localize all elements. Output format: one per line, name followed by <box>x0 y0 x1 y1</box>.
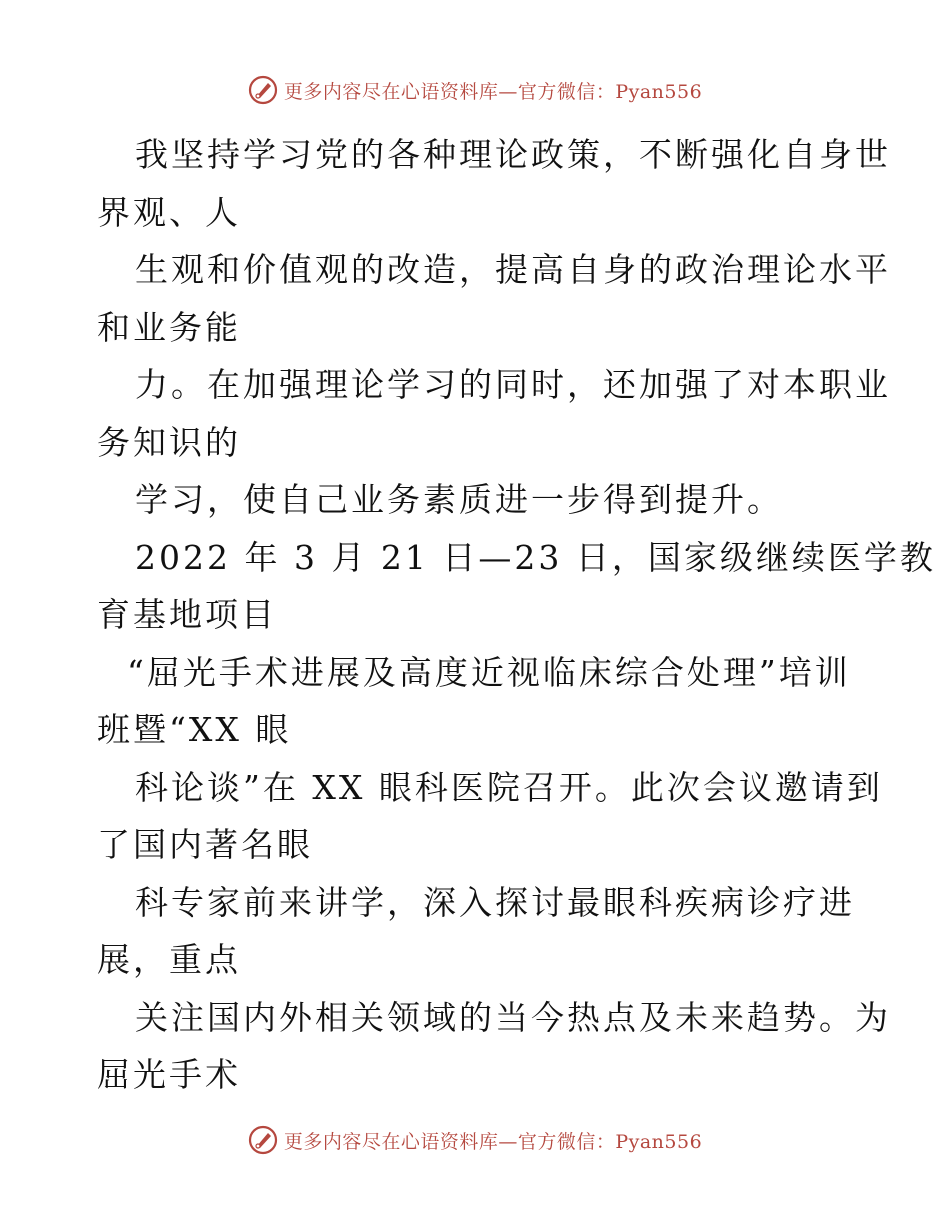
text-line: 科专家前来讲学，深入探讨最眼科疾病诊疗进 <box>135 882 855 922</box>
text-line: 务知识的 <box>97 422 241 462</box>
text-line: 我坚持学习党的各种理论政策，不断强化自身世 <box>135 135 891 174</box>
text-line: “屈光手术进展及高度近视临床综合处理”培训 <box>127 652 851 692</box>
footer-watermark <box>0 1120 950 1160</box>
text-line: 2022 年 3 月 21 日—23 日，国家级继续医学教 <box>135 537 936 577</box>
text-line: 育基地项目 <box>97 595 277 634</box>
text-line: 界观、人 <box>97 192 241 232</box>
text-line: 展，重点 <box>97 940 241 979</box>
watermark-text: 更多内容尽在心语资料库—官方微信：Pyan556 <box>283 1130 703 1153</box>
text-line: 生观和价值观的改造，提高自身的政治理论水平 <box>135 250 891 289</box>
pen-nib-logo-icon <box>248 1125 278 1155</box>
text-line: 科论谈”在 XX 眼科医院召开。此次会议邀请到 <box>135 767 883 807</box>
text-line: 关注国内外相关领域的当今热点及未来趋势。为 <box>135 997 891 1037</box>
pen-nib-logo-icon <box>248 75 278 105</box>
text-line: 班暨“XX 眼 <box>97 710 292 749</box>
document-body <box>97 126 936 1104</box>
text-line: 学习，使自己业务素质进一步得到提升。 <box>135 480 783 519</box>
text-line: 和业务能 <box>97 307 241 347</box>
watermark-text: 更多内容尽在心语资料库—官方微信：Pyan556 <box>283 80 703 103</box>
text-line: 力。在加强理论学习的同时，还加强了对本职业 <box>135 365 891 404</box>
header-watermark <box>0 70 950 110</box>
text-line: 了国内著名眼 <box>97 825 313 864</box>
text-line: 屈光手术 <box>97 1055 241 1094</box>
